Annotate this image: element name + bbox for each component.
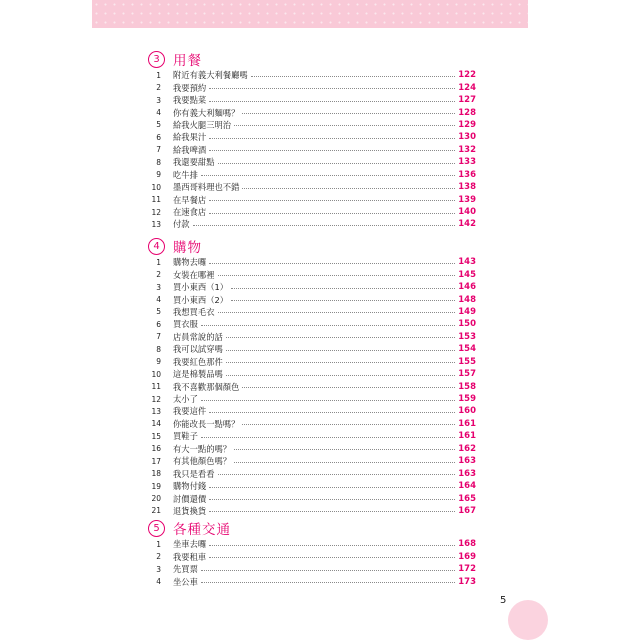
entry-page-number: 163 [458, 468, 476, 479]
entry-page-number: 149 [458, 306, 476, 317]
entry-page-number: 157 [458, 369, 476, 380]
entry-page-number: 146 [458, 282, 476, 293]
dot-leader [218, 275, 456, 276]
dot-leader [209, 263, 455, 264]
toc-entry[interactable] [146, 331, 476, 343]
entry-page-number: 130 [458, 132, 476, 143]
dot-leader [201, 570, 455, 571]
entry-title: 坐公車 [173, 576, 198, 587]
entry-title: 我要預約 [173, 82, 207, 93]
dot-leader [242, 424, 455, 425]
entry-page-number: 162 [458, 443, 476, 454]
entry-title: 先買票 [173, 564, 198, 575]
entry-index: 9 [156, 170, 161, 180]
entry-index: 4 [156, 577, 161, 587]
dot-leader [209, 487, 455, 488]
toc-entry[interactable] [146, 293, 476, 305]
dot-leader [226, 337, 455, 338]
entry-page-number: 140 [458, 207, 476, 218]
entry-title: 退貨換貨 [173, 505, 207, 516]
entry-index: 2 [156, 270, 161, 280]
toc-entry[interactable] [146, 318, 476, 330]
entry-index: 15 [151, 431, 161, 441]
entry-index: 21 [151, 506, 161, 516]
toc-entry[interactable] [146, 356, 476, 368]
entry-index: 1 [156, 257, 161, 267]
toc-entry[interactable] [146, 430, 476, 442]
entry-page-number: 169 [458, 551, 476, 562]
entry-page-number: 167 [458, 505, 476, 516]
entry-title: 坐車去囉 [173, 539, 207, 550]
corner-decoration [508, 600, 548, 640]
dot-leader [209, 88, 455, 89]
toc-entry[interactable] [146, 455, 476, 467]
dot-leader [209, 499, 455, 500]
toc-entry[interactable] [146, 181, 476, 193]
toc-entry[interactable] [146, 156, 476, 168]
entry-title: 買鞋子 [173, 431, 198, 442]
entry-page-number: 148 [458, 294, 476, 305]
entry-title: 有其他顏色嗎？ [173, 456, 232, 467]
entry-title: 買小東西（2） [173, 294, 229, 305]
entry-page-number: 153 [458, 331, 476, 342]
entry-title: 我還要甜點 [173, 157, 215, 168]
dot-leader [209, 200, 455, 201]
book-page [92, 0, 528, 620]
entry-page-number: 132 [458, 144, 476, 155]
entry-title: 這是棉製品嗎 [173, 369, 223, 380]
toc-entry[interactable] [146, 193, 476, 205]
entry-title: 我想買毛衣 [173, 306, 215, 317]
section-number: 4 [148, 238, 165, 255]
toc-entry[interactable] [146, 343, 476, 355]
entry-page-number: 133 [458, 157, 476, 168]
entry-page-number: 129 [458, 119, 476, 130]
entry-title: 我可以試穿嗎 [173, 344, 223, 355]
dot-leader [242, 387, 455, 388]
section-number: 5 [148, 520, 165, 537]
dot-leader [201, 400, 455, 401]
entry-index: 17 [151, 456, 161, 466]
entry-index: 9 [156, 357, 161, 367]
dot-leader [242, 188, 455, 189]
entry-page-number: 168 [458, 539, 476, 550]
toc-entry[interactable] [146, 206, 476, 218]
toc-entry[interactable] [146, 418, 476, 430]
entry-index: 5 [156, 307, 161, 317]
toc-entry[interactable] [146, 256, 476, 268]
entry-index: 7 [156, 145, 161, 155]
dot-leader [209, 150, 455, 151]
entry-index: 6 [156, 132, 161, 142]
entry-index: 3 [156, 564, 161, 574]
dot-leader [201, 437, 455, 438]
entry-title: 店員常說的話 [173, 331, 223, 342]
toc-entry[interactable] [146, 106, 476, 118]
entry-index: 3 [156, 282, 161, 292]
toc-entry[interactable] [146, 119, 476, 131]
dot-leader [218, 163, 456, 164]
toc-entry[interactable] [146, 69, 476, 81]
entry-index: 2 [156, 83, 161, 93]
dot-leader [209, 557, 455, 558]
entry-title: 買小東西（1） [173, 282, 229, 293]
dot-leader [231, 288, 455, 289]
toc-section-dining [146, 49, 476, 231]
dot-leader [209, 545, 455, 546]
entry-index: 11 [151, 195, 161, 205]
dot-leader [226, 375, 455, 376]
entry-title: 吃牛排 [173, 169, 198, 180]
section-heading [146, 49, 476, 69]
entry-index: 12 [151, 394, 161, 404]
entry-title: 付款 [173, 219, 190, 230]
toc-entry[interactable] [146, 492, 476, 504]
toc-entry[interactable] [146, 131, 476, 143]
toc-entry[interactable] [146, 563, 476, 575]
entry-page-number: 145 [458, 269, 476, 280]
entry-index: 4 [156, 295, 161, 305]
entry-index: 13 [151, 219, 161, 229]
entry-index: 1 [156, 70, 161, 80]
entry-page-number: 160 [458, 406, 476, 417]
entry-page-number: 172 [458, 564, 476, 575]
toc-entry[interactable] [146, 538, 476, 550]
dot-leader [218, 312, 456, 313]
toc-entry[interactable] [146, 144, 476, 156]
entry-index: 19 [151, 481, 161, 491]
entry-index: 10 [151, 369, 161, 379]
dot-leader [226, 350, 455, 351]
dot-leader [234, 462, 455, 463]
entry-page-number: 154 [458, 344, 476, 355]
entry-title: 附近有義大利餐廳嗎 [173, 70, 248, 81]
dot-leader [231, 300, 455, 301]
toc-entry[interactable] [146, 94, 476, 106]
entry-index: 5 [156, 120, 161, 130]
entry-index: 8 [156, 157, 161, 167]
entry-title: 我不喜歡那個顏色 [173, 381, 240, 392]
entry-index: 13 [151, 406, 161, 416]
toc-entry[interactable] [146, 480, 476, 492]
entry-title: 購物付錢 [173, 481, 207, 492]
page-number: 5 [500, 595, 507, 606]
dot-leader [209, 101, 455, 102]
toc-entry[interactable] [146, 467, 476, 479]
entry-index: 4 [156, 108, 161, 118]
entry-page-number: 136 [458, 169, 476, 180]
entry-title: 墨西哥料理也不錯 [173, 182, 240, 193]
entry-index: 1 [156, 539, 161, 549]
section-title: 各種交通 [173, 522, 231, 538]
toc-entry[interactable] [146, 281, 476, 293]
dot-leader [234, 125, 455, 126]
toc-section-shopping [146, 236, 476, 517]
entry-title: 在速食店 [173, 207, 207, 218]
entry-index: 11 [151, 382, 161, 392]
dot-leader [201, 582, 455, 583]
toc-entry[interactable] [146, 81, 476, 93]
entry-index: 6 [156, 319, 161, 329]
entry-title: 我要這件 [173, 406, 207, 417]
entry-title: 我只是看看 [173, 468, 215, 479]
entry-index: 10 [151, 182, 161, 192]
toc-entry[interactable] [146, 380, 476, 392]
section-heading [146, 518, 476, 538]
entry-title: 購物去囉 [173, 257, 207, 268]
entry-page-number: 161 [458, 418, 476, 429]
entry-title: 討價還價 [173, 493, 207, 504]
entry-title: 我要紅色那件 [173, 356, 223, 367]
entry-index: 16 [151, 444, 161, 454]
dot-leader [226, 362, 455, 363]
entry-page-number: 142 [458, 219, 476, 230]
dot-leader [209, 412, 455, 413]
entry-title: 買衣服 [173, 319, 198, 330]
entry-page-number: 150 [458, 319, 476, 330]
dot-leader [218, 474, 456, 475]
dot-leader [234, 449, 455, 450]
toc-entry[interactable] [146, 169, 476, 181]
dot-leader [201, 325, 455, 326]
dot-leader [242, 113, 455, 114]
entry-title: 你能改長一點嗎？ [173, 418, 240, 429]
entry-title: 給我火腿三明治 [173, 119, 232, 130]
entry-page-number: 122 [458, 70, 476, 81]
entry-page-number: 128 [458, 107, 476, 118]
entry-page-number: 139 [458, 194, 476, 205]
entry-page-number: 138 [458, 182, 476, 193]
entry-title: 給我果汁 [173, 132, 207, 143]
entry-index: 3 [156, 95, 161, 105]
entry-page-number: 165 [458, 493, 476, 504]
section-title: 購物 [173, 240, 202, 256]
toc-entry[interactable] [146, 268, 476, 280]
toc-entry[interactable] [146, 368, 476, 380]
entry-page-number: 155 [458, 356, 476, 367]
entry-page-number: 127 [458, 95, 476, 106]
toc-entry[interactable] [146, 306, 476, 318]
entry-page-number: 163 [458, 456, 476, 467]
entry-title: 有大一點的嗎？ [173, 443, 232, 454]
entry-title: 我要租車 [173, 551, 207, 562]
entry-index: 2 [156, 552, 161, 562]
entry-title: 給我啤酒 [173, 144, 207, 155]
entry-page-number: 124 [458, 82, 476, 93]
toc-entry[interactable] [146, 505, 476, 517]
entry-index: 7 [156, 332, 161, 342]
toc-entry[interactable] [146, 405, 476, 417]
dot-leader [209, 511, 455, 512]
section-title: 用餐 [173, 53, 202, 69]
toc-entry[interactable] [146, 575, 476, 587]
entry-title: 女裝在哪裡 [173, 269, 215, 280]
toc-entry[interactable] [146, 218, 476, 230]
dot-leader [209, 213, 455, 214]
entry-index: 14 [151, 419, 161, 429]
dot-leader [193, 225, 455, 226]
entry-page-number: 161 [458, 431, 476, 442]
toc-entry[interactable] [146, 443, 476, 455]
section-heading [146, 236, 476, 256]
dot-leader [201, 175, 455, 176]
entry-page-number: 173 [458, 576, 476, 587]
entry-index: 20 [151, 494, 161, 504]
entry-page-number: 159 [458, 394, 476, 405]
dot-leader [209, 138, 455, 139]
toc-entry[interactable] [146, 393, 476, 405]
entry-index: 18 [151, 469, 161, 479]
entry-page-number: 164 [458, 481, 476, 492]
toc-entry[interactable] [146, 550, 476, 562]
entry-title: 我要點菜 [173, 95, 207, 106]
entry-title: 太小了 [173, 394, 198, 405]
entry-title: 在早餐店 [173, 194, 207, 205]
entry-title: 你有義大利麵嗎？ [173, 107, 240, 118]
dot-leader [251, 76, 455, 77]
toc-section-transport [146, 518, 476, 588]
entry-index: 12 [151, 207, 161, 217]
section-number: 3 [148, 51, 165, 68]
entry-index: 8 [156, 344, 161, 354]
entry-page-number: 143 [458, 257, 476, 268]
header-banner [92, 0, 528, 28]
entry-page-number: 158 [458, 381, 476, 392]
